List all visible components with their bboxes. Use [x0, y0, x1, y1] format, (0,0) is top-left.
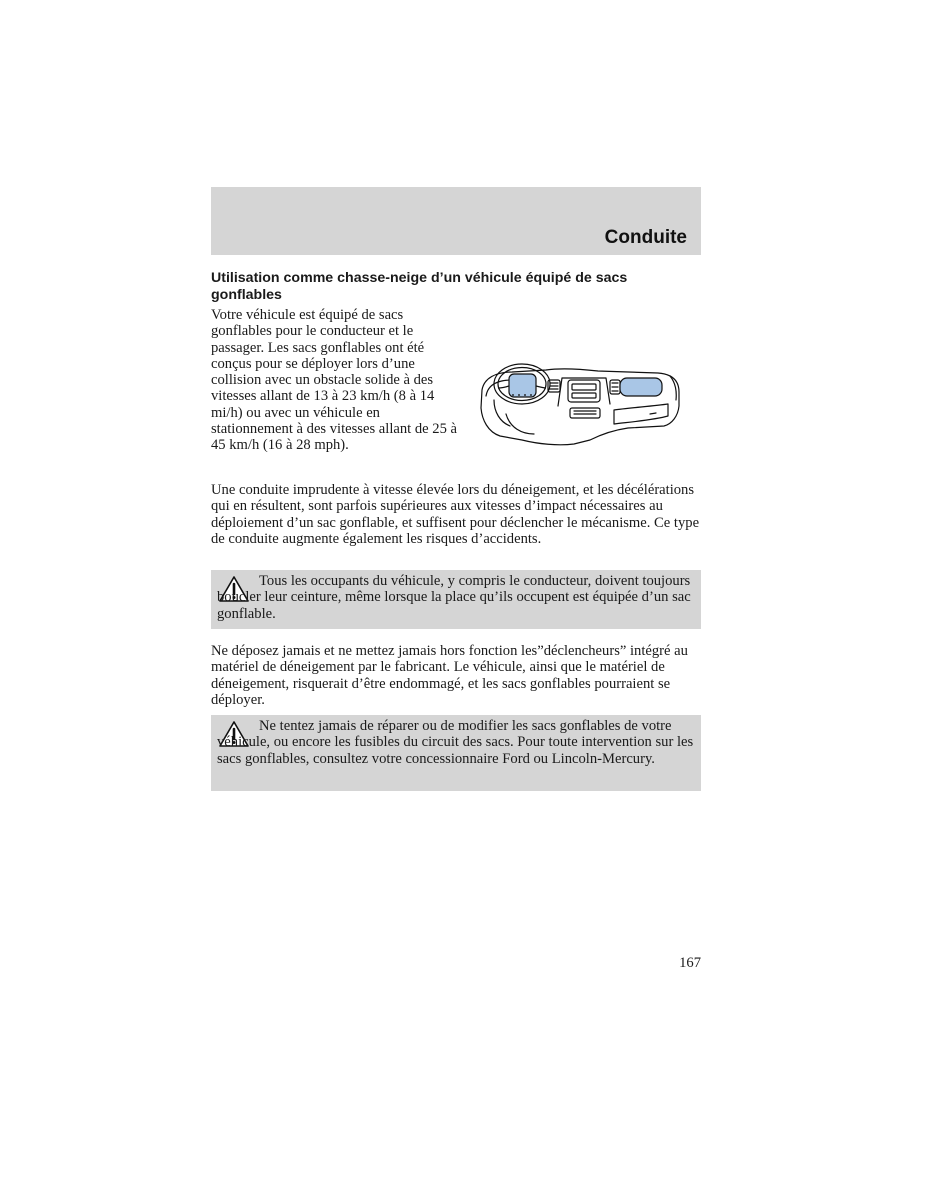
section-title: Conduite: [604, 227, 687, 248]
warning-box-repair: [211, 715, 701, 791]
section-header-band: [211, 187, 701, 255]
intro-paragraph: Votre véhicule est équipé de sacs gonflables pour le conducteur et le passager. Les sacs gonflables ont été conçus pour se déployer lors d’une collision avec un obstacle solide à des vitesses allant de 13 à 23 km/h (8 à 14 mi/h) ou avec un véhicule en stationnement à des vitesses allant de 25 à 45 km/h (16 à 28 mph).: [211, 307, 457, 454]
snowplow-driving-paragraph: Une conduite imprudente à vitesse élevée lors du déneigement, et les décélérations qui en résultent, sont parfois supérieures aux vitesses d’impact nécessaires au déploiement d’un sac gonflable, et suffisent pour déclencher le mécanisme. Ce type de conduite augmente également les risques d’accidents.: [211, 482, 700, 547]
warning-box-seatbelt: [211, 570, 701, 629]
page-number: 167: [679, 955, 701, 971]
warning-text-repair: Ne tentez jamais de réparer ou de modifier les sacs gonflables de votre véhicule, ou encore les fusibles du circuit des sacs. Pour toute intervention sur les sacs gonflables, consultez votre concessionnaire Ford ou Lincoln-Mercury.: [217, 718, 694, 767]
trigger-paragraph: Ne déposez jamais et ne mettez jamais hors fonction les”déclencheurs” intégré au matériel de déneigement par le fabricant. Le véhicule, ainsi que le matériel de déneigement, risquerait d’être endommagé, et les sacs gonflables pourraient se déployer.: [211, 643, 688, 708]
section-heading: Utilisation comme chasse-neige d’un véhicule équipé de sacs gonflables: [211, 270, 628, 303]
dashboard-airbag-illustration: [478, 354, 682, 448]
warning-text-seatbelt: Tous les occupants du véhicule, y compris le conducteur, doivent toujours boucler leur ceinture, même lorsque la place qu’ils occupent est équipée d’un sac gonflable.: [217, 573, 691, 622]
